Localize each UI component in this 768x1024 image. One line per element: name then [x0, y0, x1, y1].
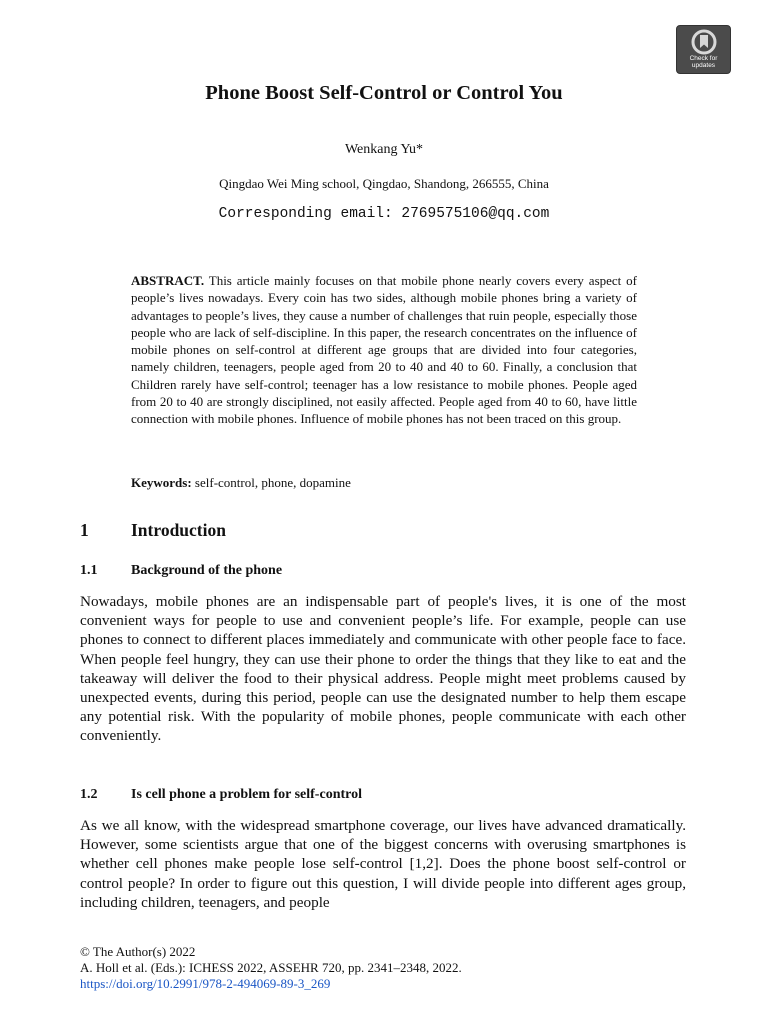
section-1-title: Introduction	[131, 520, 226, 540]
section-1-2-title: Is cell phone a problem for self-control	[131, 787, 362, 802]
badge-label-line2: updates	[691, 62, 716, 69]
section-1-2-paragraph: As we all know, with the widespread smartphone coverage, our lives have advanced dramatically. However, some scientists argue that one of the biggest concerns with overusing smartphones is whether cell phones make people lose self-control [1,2]. Does the phone boost self-control or control people? In order to figure out this question, I will divide people into different ages group, including children, teenagers, and people	[80, 817, 686, 911]
copyright: © The Author(s) 2022	[80, 944, 196, 959]
doi-link[interactable]: https://doi.org/10.2991/978-2-494069-89-3_269	[80, 976, 331, 991]
keywords-label: Keywords:	[131, 475, 192, 490]
affiliation: Qingdao Wei Ming school, Qingdao, Shandong, 266555, China	[219, 176, 549, 191]
bookmark-ring-icon	[691, 29, 717, 55]
paper-title: Phone Boost Self-Control or Control You	[205, 82, 563, 104]
abstract-text: This article mainly focuses on that mobile phone nearly covers every aspect of people’s lives nowadays. Every coin has two sides, although mobile phones bring a variety of advantages to people’s lives, they cause a number of challenges that ruin people, especially those people who are lack of self-discipline. In this paper, the research concentrates on the influence of mobile phones on self-control at different age groups that are divided into four categories, namely children, teenagers, people aged from 20 to 40 and 40 to 60. Finally, a conclusion that Children rarely have self-control; teenager has a low resistance to mobile phones. People aged from 20 to 40 are strongly disciplined, not easily affected. People aged from 40 to 60, have little connection with mobile phones. Influence of mobile phones has not been traced on this group.	[131, 273, 638, 427]
keywords	[131, 475, 637, 491]
check-for-updates-badge[interactable]	[676, 25, 731, 74]
section-1-number: 1	[80, 520, 89, 540]
section-1-1-paragraph: Nowadays, mobile phones are an indispensable part of people's lives, it is one of the most convenient ways for people to use and convenient people’s life. For example, people can use phones to connect to different places immediately and communicate with other people face to face. When people feel hungry, they can use their phone to order the things that they like to eat and the takeaway will deliver the food to their physical address. People might meet problems caused by unexpected events, during this period, people can use the designated number to help them escape any potential risk. With the popularity of mobile phones, people communicate with each other conveniently.	[80, 593, 686, 745]
author: Wenkang Yu*	[344, 142, 424, 157]
footer	[80, 944, 680, 992]
section-1-1-number: 1.1	[80, 563, 98, 578]
keywords-text: self-control, phone, dopamine	[194, 475, 351, 490]
section-1-1-title: Background of the phone	[131, 563, 283, 578]
badge-label-line1: Check for	[689, 55, 718, 62]
citation: A. Holl et al. (Eds.): ICHESS 2022, ASSEHR 720, pp. 2341–2348, 2022.	[80, 960, 462, 975]
section-1-2-number: 1.2	[80, 787, 98, 802]
abstract	[131, 272, 637, 428]
corresponding-email: Corresponding email: 2769575106@qq.com	[218, 206, 550, 222]
abstract-label: ABSTRACT.	[131, 273, 205, 288]
